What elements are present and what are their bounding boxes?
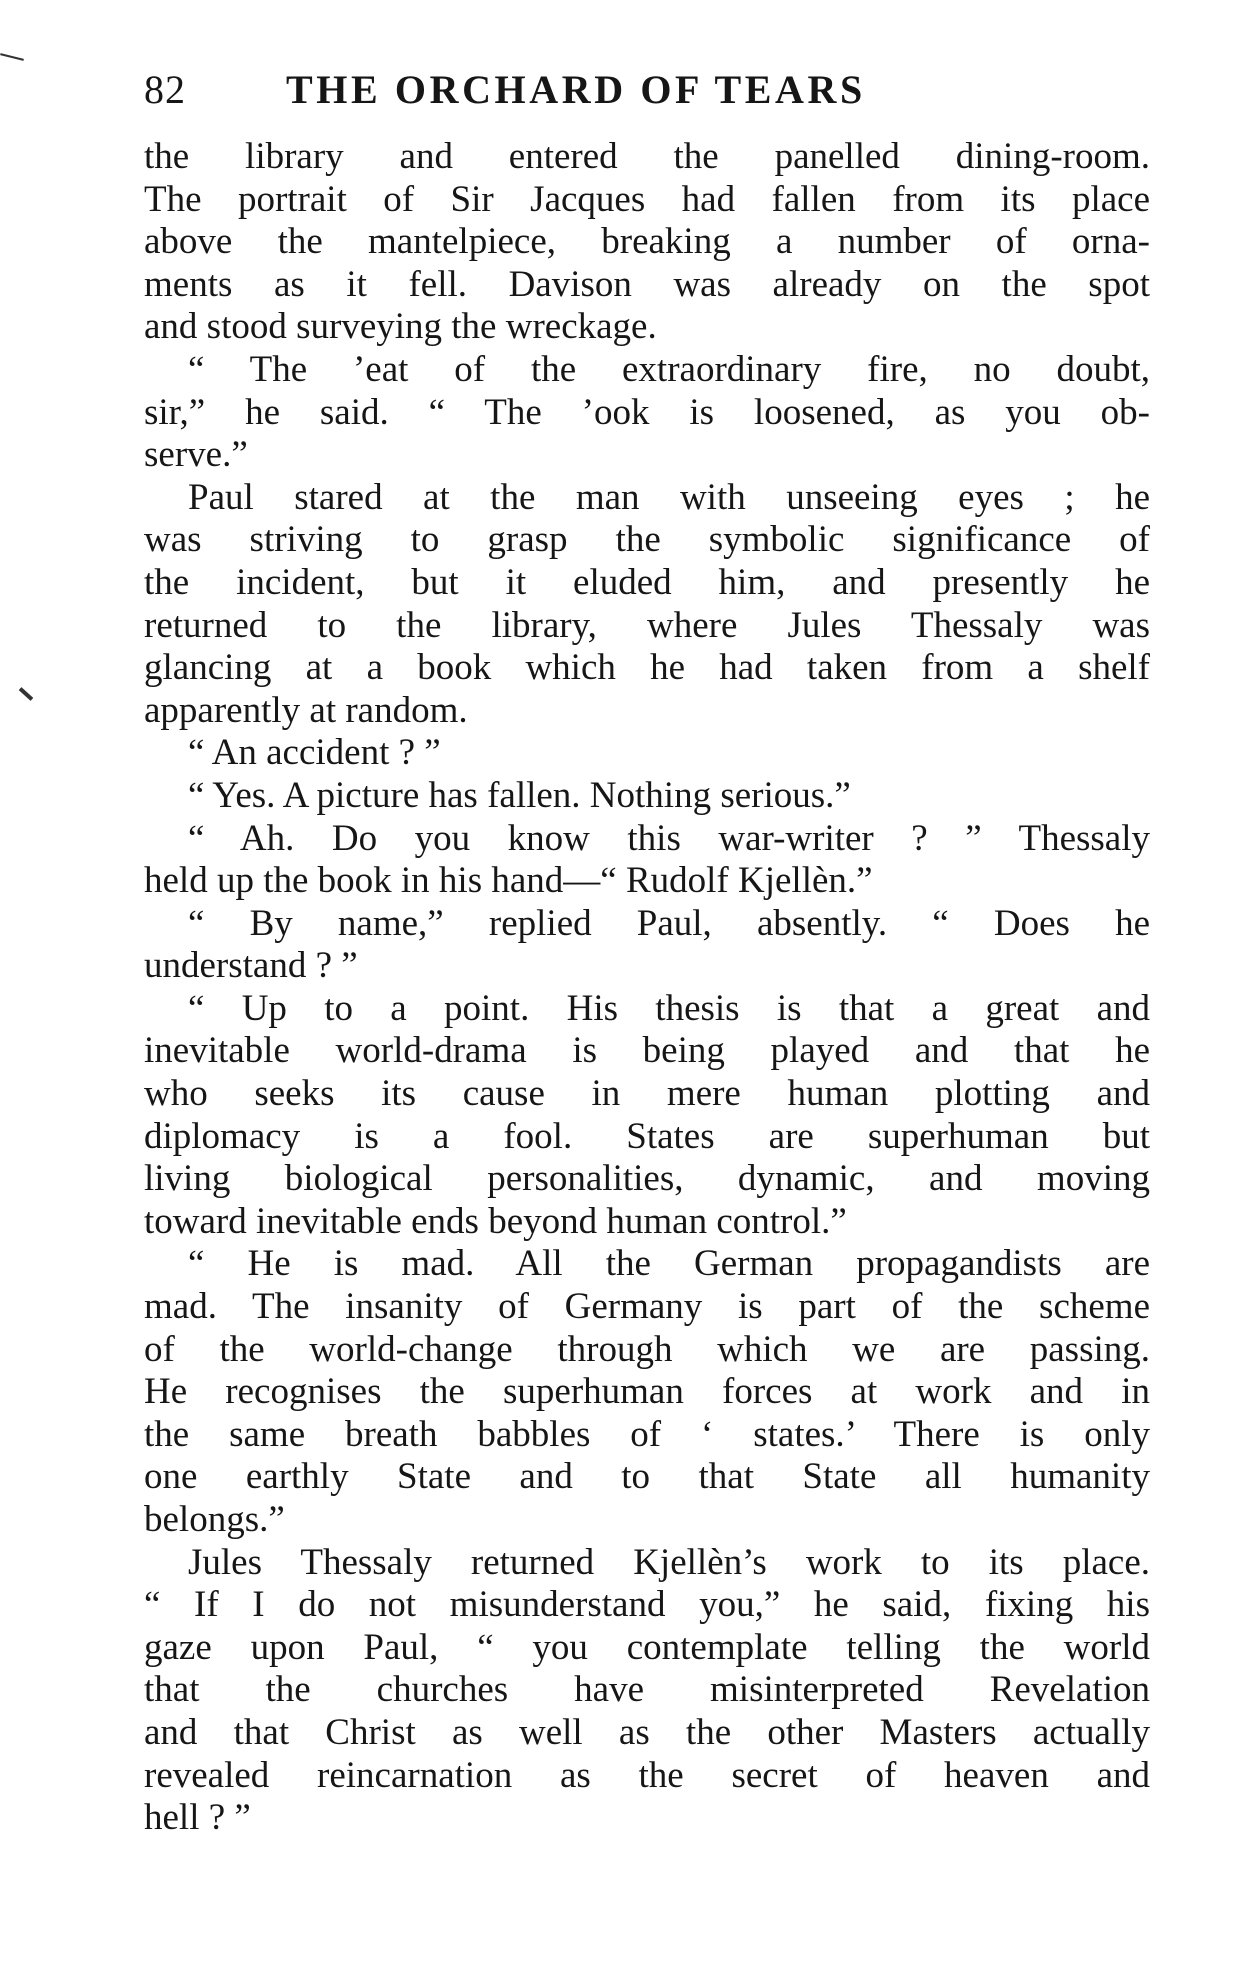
- text-line: was striving to grasp the symbolic significance of: [144, 519, 1150, 561]
- text-line: “ By name,” replied Paul, absently. “ Does he: [188, 902, 1150, 944]
- text-line: toward inevitable ends beyond human control.”: [144, 1200, 847, 1242]
- text-line: He recognises the superhuman forces at work and in: [144, 1371, 1150, 1413]
- body-text: [144, 136, 1150, 1840]
- text-line: “ If I do not misunderstand you,” he said, fixing his: [144, 1584, 1150, 1626]
- page-header: [144, 62, 1024, 118]
- text-line: serve.”: [144, 434, 248, 476]
- text-line: Paul stared at the man with unseeing eyes ; he: [188, 476, 1150, 518]
- text-line: hell ? ”: [144, 1797, 251, 1839]
- text-line: gaze upon Paul, “ you contemplate telling the world: [144, 1626, 1150, 1668]
- text-line: apparently at random.: [144, 689, 468, 731]
- text-line: one earthly State and to that State all humanity: [144, 1456, 1150, 1498]
- text-line: inevitable world-drama is being played and that he: [144, 1030, 1150, 1072]
- running-head: THE ORCHARD OF TEARS: [286, 67, 866, 112]
- text-line: “ An accident ? ”: [188, 732, 441, 774]
- text-line: of the world-change through which we are passing.: [144, 1328, 1150, 1370]
- text-line: and that Christ as well as the other Masters actually: [144, 1711, 1150, 1753]
- text-line: glancing at a book which he had taken from a shelf: [144, 647, 1150, 689]
- text-line: “ Yes. A picture has fallen. Nothing serious.”: [188, 774, 851, 816]
- text-line: ments as it fell. Davison was already on the spot: [144, 263, 1150, 305]
- scan-mark: [0, 53, 24, 61]
- text-line: belongs.”: [144, 1499, 285, 1540]
- text-line: “ Up to a point. His thesis is that a great and: [188, 987, 1150, 1029]
- text-line: “ He is mad. All the German propagandists are: [188, 1243, 1150, 1285]
- text-line: and stood surveying the wreckage.: [144, 306, 657, 348]
- text-line: The portrait of Sir Jacques had fallen from its place: [144, 178, 1150, 220]
- text-line: diplomacy is a fool. States are superhuman but: [144, 1115, 1150, 1157]
- text-line: the incident, but it eluded him, and presently he: [144, 561, 1150, 603]
- text-line: who seeks its cause in mere human plotting and: [144, 1073, 1150, 1115]
- text-line: mad. The insanity of Germany is part of the scheme: [144, 1286, 1150, 1328]
- text-line: revealed reincarnation as the secret of heaven and: [144, 1754, 1150, 1796]
- text-line: “ The ’eat of the extraordinary fire, no doubt,: [188, 348, 1150, 390]
- text-line: the library and entered the panelled dining-room.: [144, 136, 1150, 177]
- scan-mark: [19, 687, 34, 701]
- text-line: living biological personalities, dynamic, and moving: [144, 1158, 1150, 1200]
- text-line: returned to the library, where Jules Thessaly was: [144, 604, 1150, 646]
- text-line: sir,” he said. “ The ’ook is loosened, as you ob-: [144, 391, 1150, 433]
- text-line: that the churches have misinterpreted Revelation: [144, 1669, 1150, 1711]
- text-line: held up the book in his hand—“ Rudolf Kjellèn.”: [144, 860, 873, 902]
- text-line: understand ? ”: [144, 945, 358, 987]
- page-number: 82: [144, 67, 186, 112]
- text-line: “ Ah. Do you know this war-writer ? ” Thessaly: [188, 817, 1150, 859]
- text-line: above the mantelpiece, breaking a number of orna-: [144, 221, 1150, 263]
- text-line: Jules Thessaly returned Kjellèn’s work to its place.: [188, 1541, 1150, 1583]
- text-line: the same breath babbles of ‘ states.’ There is only: [144, 1413, 1150, 1455]
